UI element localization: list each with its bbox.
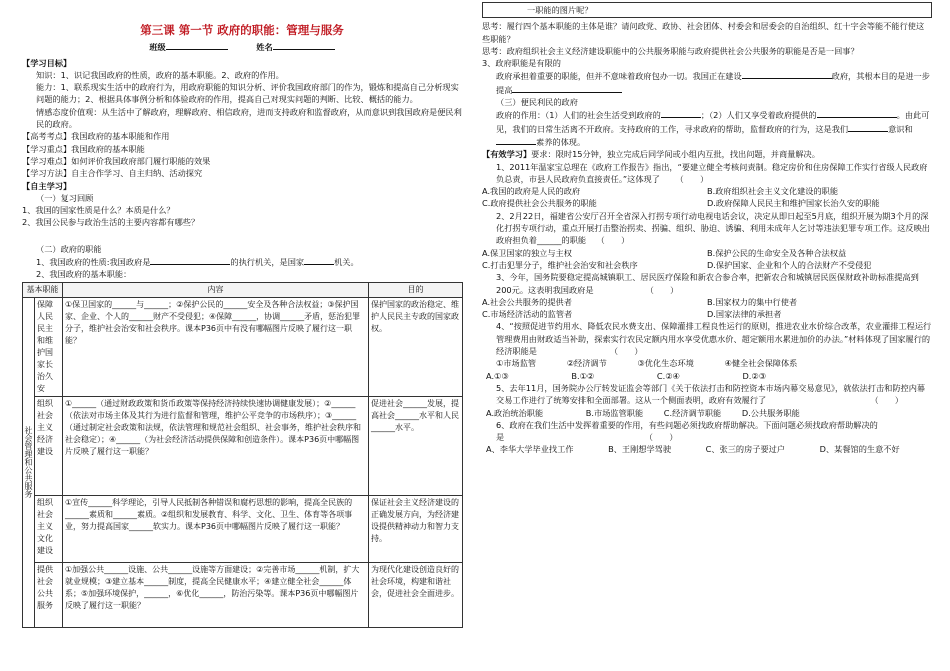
role-blank-1[interactable]	[661, 108, 701, 118]
student-info	[22, 40, 462, 53]
question-5: 5、去年11月，国务院办公厅转发证监会等部门《关于依法打击和防控资本市场内幕交易意见》，就依法打击和防控内幕交易工作进行了统筹安排和全面部署。这从一个侧面表明，政府有效履行了 （ ）	[496, 382, 926, 406]
option-d[interactable]: D.②③	[742, 370, 767, 381]
limited-blank-1[interactable]	[742, 69, 832, 79]
right-column	[482, 2, 932, 456]
function-group-label: 社会管理和公共服务	[23, 297, 35, 627]
learning-method: 【学习方法】自主合作学习、自主归纳、活动探究	[22, 168, 203, 179]
option-a[interactable]: A.社会公共服务的提供者	[482, 296, 572, 307]
nature-blank-2[interactable]	[304, 255, 334, 265]
option-a[interactable]: A.①③	[486, 370, 509, 381]
basic-functions-label: 2、我国政府的基本职能：	[36, 269, 132, 280]
header-cell-function: 基本职能	[23, 282, 63, 297]
class-blank[interactable]	[166, 40, 228, 50]
left-column	[22, 22, 462, 628]
option-d[interactable]: D.国家法律的承担者	[707, 309, 782, 320]
option-a[interactable]: A.我国的政府是人民的政府	[482, 186, 581, 197]
row-content: ①加强公共______设施、公共______设施等方面建设；②完善市场______机制，扩大就业规模；③建立基本______制度，提高全民健康水平；④建立健全社会______体系；⑤加强环境保护，______，⑥优化______，防治污染等。课本P36页中哪幅图片反映了履行这一职能？	[63, 562, 369, 627]
answer-paren[interactable]: （ ）	[645, 284, 679, 295]
option-a[interactable]: A.政治统治职能	[486, 407, 544, 418]
review-question-2: 2、我国公民参与政治生活的主要内容都有哪些？	[22, 217, 200, 228]
table-row	[23, 562, 463, 627]
row-function-name: 组织社会主义文化建设	[35, 495, 63, 562]
option-d[interactable]: D.保护国家、企业和个人的合法财产不受侵犯	[707, 259, 872, 270]
option-b[interactable]: B、王刚想学驾驶	[608, 444, 672, 455]
goal-ability: 能力：1、联系现实生活中的政府行为，用政府职能的知识分析、评价我国政府部门的作为，锻炼和提高自己分析现实问题的能力；2、根据具体事例分析和体验政府的作用，提高自己对现实问题的判断、比较、概括的能力。	[36, 82, 459, 105]
question-4-statements	[482, 357, 932, 369]
role-blank-2[interactable]	[817, 108, 897, 118]
question-6: 6、政府在我们生活中发挥着重要的作用，有些问题必须找政府帮助解决。下面问题必须找政府帮助解决的是 （ ）	[496, 419, 878, 443]
option-c[interactable]: C.打击犯罪分子，维护社会治安和社会秩序	[482, 259, 638, 270]
option-d[interactable]: D.政府保障人民民主和维护国家长治久安的职能	[707, 198, 880, 209]
row-purpose: 为现代化建设创造良好的社会环境，构建和谐社会，促进社会全面进步。	[369, 562, 463, 627]
key-learning-point: 【学习重点】我国政府的基本职能	[22, 143, 145, 154]
page-title: 第三课 第一节 政府的职能：管理与服务	[140, 23, 344, 37]
row-function-name: 保障人民民主和维护国家长治久安	[35, 297, 63, 396]
question-6-options	[482, 443, 932, 455]
practice-heading: 【有效学习】	[482, 149, 532, 160]
option-b[interactable]: B.国家权力的集中行使者	[707, 296, 798, 307]
question-1: 1、2011年温家宝总理在《政府工作报告》指出，“要建立健全考核问责制。稳定房价和住房保障工作实行省级人民政府负总责，市县人民政府负直接责任。”这体现了 （ ）	[496, 161, 928, 184]
header-cell-content: 内容	[63, 282, 369, 297]
limited-blank-2[interactable]	[512, 83, 622, 93]
self-study-heading: 【自主学习】	[22, 180, 72, 191]
row-purpose: 保证社会主义经济建设的正确发展方向，为经济建设提供精神动力和智力支持。	[369, 495, 463, 562]
name-blank[interactable]	[273, 40, 335, 50]
review-heading: （一）复习回顾	[36, 192, 94, 203]
key-exam-point: 【高考考点】我国政府的基本职能和作用	[22, 131, 170, 142]
row-function-name: 提供社会公共服务	[35, 562, 63, 627]
row-purpose: 保护国家的政治稳定、维护人民民主专政的国家政权。	[369, 297, 463, 396]
question-5-options	[482, 407, 932, 419]
functions-heading: （二）政府的职能	[36, 243, 102, 254]
table-row	[23, 495, 463, 562]
statement-4: ④健全社会保障体系	[724, 358, 798, 369]
option-a[interactable]: A.保卫国家的独立与主权	[482, 247, 572, 258]
answer-paren[interactable]: （ ）	[644, 432, 678, 443]
option-c[interactable]: C.经济调节职能	[663, 407, 722, 418]
limited-functions-text: 政府承担着重要的职能，但并不意味着政府包办一切。我国正在建设 政府，其根本目的是进一步提高	[496, 71, 930, 95]
functions-table	[22, 282, 463, 628]
table-row	[23, 297, 463, 396]
header-cell-purpose: 目的	[369, 282, 463, 297]
option-c[interactable]: C.②④	[656, 370, 680, 381]
row-content: ①______（通过财政政策和货币政策等保持经济持续快速协调健康发展）；②______（依法对市场主体及其行为进行监督和管理，维护公平竞争的市场秩序）；③______（通过制定社会政策和法规，依法管理和规范社会组织、社会事务，维护社会秩序和社会稳定）；④______（为社会经济活动提供保障和创造条件）。课本P36页中哪幅图片反映了履行这一职能？	[63, 396, 369, 495]
review-question-1: 1、我国的国家性质是什么？本质是什么？	[22, 205, 175, 216]
option-b[interactable]: B.市场监管职能	[585, 407, 644, 418]
question-3: 3、今年，国务院要稳定提高城镇职工、居民医疗保险和新农合参合率，把新农合和城镇居民医保财政补助标准提高到200元。这表明我国政府是 （ ）	[496, 272, 919, 295]
think-question-1: 思考：履行四个基本职能的主体是谁？请问政党、政协、社会团体、村委会和居委会的自治组织、红十字会等能不能行使这些职能？	[482, 21, 925, 44]
option-c[interactable]: C.市场经济活动的监管者	[482, 309, 573, 320]
continuation-text: 一职能的图片呢？	[527, 5, 593, 15]
question-4-options	[482, 370, 932, 382]
statement-1: ①市场监管	[496, 358, 537, 369]
question-2: 2、2月22日，福建省公安厅召开全省深入打拐专项行动电视电话会议，决定从即日起至5月底，组织开展为期3个月的深化打拐专项行动，重点开展打击整治拐卖、拐骗、组织、胁迫、诱骗、利用未成年人乞讨等违法犯罪专项工作。这反映出政府担负着______的职能 （ ）	[496, 210, 930, 246]
row-function-name: 组织社会主义经济建设	[35, 396, 63, 495]
option-d[interactable]: D.公共服务职能	[741, 407, 800, 418]
role-blank-3[interactable]	[848, 122, 888, 132]
government-nature: 1、我国政府的性质:我国政府是 的执行机关，是国家 机关。	[36, 257, 359, 267]
option-d[interactable]: D、某餐馆的生意不好	[819, 444, 900, 455]
table-continuation-box	[482, 2, 932, 18]
practice-requirement: 要求：限时15分钟，独立完成后同学间或小组内互批，找出问题，并商量解决。	[531, 149, 820, 160]
answer-paren[interactable]: （ ）	[609, 346, 643, 357]
answer-paren[interactable]: （ ）	[596, 235, 630, 246]
question-3-options	[482, 296, 932, 321]
class-label: 班级	[149, 42, 166, 53]
answer-paren[interactable]: （ ）	[675, 173, 709, 184]
name-label: 姓名	[256, 42, 273, 53]
practice-section	[482, 148, 932, 160]
goals-heading: 【学习目标】	[22, 57, 72, 68]
answer-paren[interactable]: （ ）	[870, 395, 904, 406]
government-role-text: 政府的作用：（1）人们的社会生活受到政府的 ；（2）人们又享受着政府提供的 。由此可见，我们的日常生活离不开政府。支持政府的工作，寻求政府的帮助，监督政府的行为，这是我们 意识和 素养的体现。	[496, 110, 930, 147]
limited-functions-heading: 3、政府职能是有限的	[482, 58, 561, 69]
convenient-government-heading: （三）便民利民的政府	[496, 97, 578, 108]
option-c[interactable]: C、张三的房子要过户	[705, 444, 786, 455]
goal-knowledge: 知识：1、识记我国政府的性质，政府的基本职能。2、政府的作用。	[36, 69, 284, 80]
row-purpose: 促进社会______发展，提高社会______水平和人民______水平。	[369, 396, 463, 495]
question-2-options	[482, 247, 932, 272]
table-row	[23, 396, 463, 495]
statement-2: ②经济调节	[566, 358, 607, 369]
option-b[interactable]: B.①②	[571, 370, 595, 381]
option-b[interactable]: B.政府组织社会主义文化建设的职能	[707, 186, 839, 197]
role-blank-4[interactable]	[496, 135, 536, 145]
option-a[interactable]: A、李华大学毕业找工作	[486, 444, 574, 455]
row-content: ①保卫国家的______与______；②保护公民的______安全及各种合法权益；③保护国家、企业、个人的______财产不受侵犯；④保障______，协调______矛盾，惩治犯罪分子，维护社会治安和社会秩序。课本P36页中有没有哪幅图片反映了履行这一职能？	[63, 297, 369, 396]
question-1-options	[482, 185, 932, 210]
row-content: ①宣传______科学理论，引导人民抵制各种错误和腐朽思想的影响，提高全民族的______素质和______素质。②组织和发展教育、科学、文化、卫生、体育等各项事业，努力提高国家______软实力。课本P36页中哪幅图片反映了履行这一职能？	[63, 495, 369, 562]
option-b[interactable]: B.保护公民的生命安全及各种合法权益	[707, 247, 847, 258]
goal-emotion: 情感态度价值观：从生活中了解政府，理解政府、相信政府，进而支持政府和监督政府，从而意识到我国政府是便民利民的政府。	[36, 106, 462, 130]
nature-blank-1[interactable]	[150, 255, 230, 265]
question-4: 4、“按照促进节约用水、降低农民水费支出、保障灌排工程良性运行的原则，推进农业水价综合改革，农业灌排工程运行管理费用由财政适当补助，探索实行农民定额内用水享受优惠水价、超定额用水累进加价的办法。”材料体现了国家履行的经济职能是 （ ）	[496, 321, 932, 357]
learning-difficulty: 【学习难点】如何评价我国政府部门履行职能的效果	[22, 155, 211, 166]
option-c[interactable]: C.政府提供社会公共服务的职能	[482, 198, 597, 209]
think-question-2: 思考：政府组织社会主义经济建设职能中的公共服务职能与政府提供社会公共服务的职能是否是一回事？	[482, 45, 859, 56]
statement-3: ③优化生态环境	[637, 358, 694, 369]
table-header-row	[23, 282, 463, 297]
